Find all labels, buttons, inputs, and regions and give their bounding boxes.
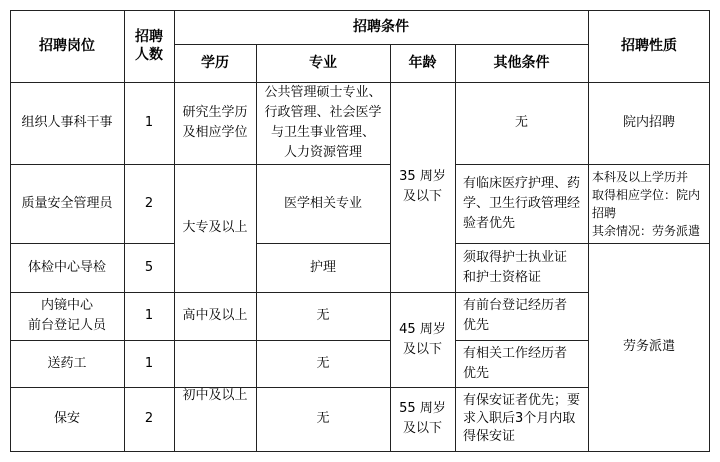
count-cell: 1 xyxy=(144,115,154,130)
education-cell: 高中及以上 xyxy=(182,308,248,323)
position-cell: 体检中心导检 xyxy=(27,259,106,275)
age-cell: 55 周岁 及以下 xyxy=(399,401,446,436)
other-cell: 有保安证者优先；要 求入职后3个月内取 得保安证 xyxy=(463,393,581,444)
position-cell: 组织人事科干事 xyxy=(21,115,113,130)
other-cell: 须取得护士执业证 和护士资格证 xyxy=(463,249,568,285)
education-cell: 初中及以上 xyxy=(182,387,248,403)
nature-cell: 劳务派遣 xyxy=(622,339,675,354)
grid-line xyxy=(10,451,710,452)
header-other: 其他条件 xyxy=(493,55,550,71)
major-cell: 无 xyxy=(316,308,330,323)
other-cell: 有前台登记经历者 优先 xyxy=(463,298,568,333)
major-cell: 无 xyxy=(316,411,330,426)
count-cell: 1 xyxy=(144,355,154,371)
education-cell: 大专及以上 xyxy=(182,220,248,235)
header-position: 招聘岗位 xyxy=(39,38,95,54)
other-cell: 无 xyxy=(514,115,528,130)
header-conditions: 招聘条件 xyxy=(353,19,409,35)
major-cell: 护理 xyxy=(309,259,336,275)
count-cell: 2 xyxy=(144,195,154,211)
position-cell: 内镜中心 前台登记人员 xyxy=(27,298,106,333)
other-cell: 有相关工作经历者 优先 xyxy=(463,345,568,381)
major-cell: 医学相关专业 xyxy=(283,195,362,211)
count-cell: 1 xyxy=(144,308,154,323)
major-cell: 公共管理硕士专业、 行政管理、社会医学 与卫生事业管理、 人力资源管理 xyxy=(264,85,382,160)
other-cell: 有临床医疗护理、药 学、卫生行政管理经 验者优先 xyxy=(463,175,581,231)
header-major: 专业 xyxy=(309,55,337,71)
nature-cell: 院内招聘 xyxy=(622,115,675,130)
age-cell: 45 周岁 及以下 xyxy=(399,321,446,357)
header-nature: 招聘性质 xyxy=(621,38,677,54)
position-cell: 保安 xyxy=(53,411,80,426)
count-cell: 2 xyxy=(144,411,154,426)
education-cell: 研究生学历 及相应学位 xyxy=(182,105,248,140)
header-count: 招聘 人数 xyxy=(135,29,163,63)
nature-cell: 本科及以上学历并 取得相应学位：院内 招聘 其余情况：劳务派遣 xyxy=(592,169,701,238)
header-education: 学历 xyxy=(201,55,229,71)
header-age: 年龄 xyxy=(408,55,437,71)
position-cell: 送药工 xyxy=(47,355,87,371)
major-cell: 无 xyxy=(316,355,330,371)
count-cell: 5 xyxy=(144,259,154,275)
recruitment-table xyxy=(10,10,710,452)
age-cell: 35 周岁 及以下 xyxy=(399,169,446,204)
position-cell: 质量安全管理员 xyxy=(21,195,113,211)
